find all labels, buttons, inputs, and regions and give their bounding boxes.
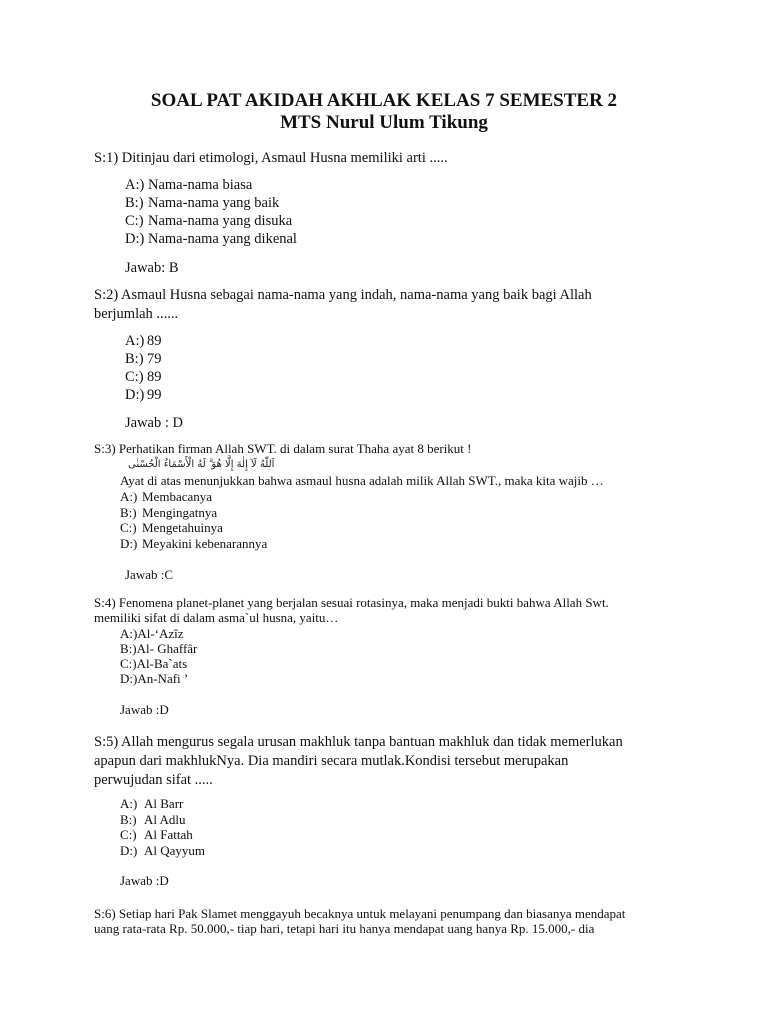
question-1-option-d: D:) Nama-nama yang dikenal xyxy=(125,231,297,247)
question-2-stem-line-1: S:2) Asmaul Husna sebagai nama-nama yang indah, nama-nama yang baik bagi Allah xyxy=(94,287,592,303)
question-4-option-a: A:) Al-‘Azîz xyxy=(120,626,184,641)
question-1-option-c: C:) Nama-nama yang disuka xyxy=(125,213,293,229)
question-3-option-d: D:) Meyakini kebenarannya xyxy=(120,536,268,551)
question-5-option-a: A:) Al Barr xyxy=(120,796,184,811)
question-2-option-d: D:) 99 xyxy=(125,387,162,403)
question-1-answer: Jawab: B xyxy=(125,260,179,276)
question-4-option-c: C:) Al-Ba`ats xyxy=(120,656,188,671)
question-4-option-d: D:) An-Nafi ’ xyxy=(120,671,189,686)
question-3-prompt: Ayat di atas menunjukkan bahwa asmaul husna adalah milik Allah SWT., maka kita wajib … xyxy=(120,473,604,488)
question-3-option-c: C:) Mengetahuinya xyxy=(120,520,223,535)
question-2-option-b: B:) 79 xyxy=(125,351,162,367)
question-5-answer: Jawab :D xyxy=(120,873,169,888)
question-3-answer: Jawab :C xyxy=(125,567,174,582)
question-1-option-a: A:) Nama-nama biasa xyxy=(125,177,253,193)
page-title: SOAL PAT AKIDAH AKHLAK KELAS 7 SEMESTER 2 xyxy=(150,90,618,111)
page-subtitle: MTS Nurul Ulum Tikung xyxy=(280,112,488,133)
question-4-answer: Jawab :D xyxy=(120,702,169,717)
question-3-stem: S:3) Perhatikan firman Allah SWT. di dalam surat Thaha ayat 8 berikut ! xyxy=(94,441,472,456)
question-2-stem-line-2: berjumlah ...... xyxy=(94,306,179,322)
question-5-stem-line-3: perwujudan sifat ..... xyxy=(94,772,213,788)
question-5-stem-line-1: S:5) Allah mengurus segala urusan makhluk tanpa bantuan makhluk dan tidak memerlukan xyxy=(94,734,623,750)
question-5-option-d: D:) Al Qayyum xyxy=(120,843,206,858)
question-5-stem-line-2: apapun dari makhlukNya. Dia mandiri secara mutlak.Kondisi tersebut merupakan xyxy=(94,753,569,769)
question-2-option-a: A:) 89 xyxy=(125,333,162,349)
question-5-option-c: C:) Al Fattah xyxy=(120,827,193,842)
question-4-stem-line-2: memiliki sifat di dalam asma`ul husna, yaitu… xyxy=(94,610,339,625)
question-6-stem-line-2: uang rata-rata Rp. 50.000,- tiap hari, tetapi hari itu hanya mendapat uang hanya Rp. 15.000,- dia xyxy=(94,921,595,936)
question-3-option-a: A:) Membacanya xyxy=(120,489,213,504)
question-1-stem: S:1) Ditinjau dari etimologi, Asmaul Husna memiliki arti ..... xyxy=(94,150,448,166)
question-4-stem-line-1: S:4) Fenomena planet-planet yang berjalan sesuai rotasinya, maka menjadi bukti bahwa Allah Swt. xyxy=(94,595,609,610)
question-1-option-b: B:) Nama-nama yang baik xyxy=(125,195,280,211)
question-5-option-b: B:) Al Adlu xyxy=(120,812,186,827)
question-2-option-c: C:) 89 xyxy=(125,369,162,385)
question-2-answer: Jawab : D xyxy=(125,415,183,431)
question-6-stem-line-1: S:6) Setiap hari Pak Slamet menggayuh becaknya untuk melayani penumpang dan biasanya mendapat xyxy=(94,906,626,921)
question-3-option-b: B:) Mengingatnya xyxy=(120,505,218,520)
arabic-verse: اَللّٰهُ لَآ إِلٰهَ إِلَّا هُوَ ۗ لَهُ الْأَسْمَاءُ الْحُسْنٰى xyxy=(128,459,275,470)
question-4-option-b: B:) Al- Ghaffâr xyxy=(120,641,198,656)
